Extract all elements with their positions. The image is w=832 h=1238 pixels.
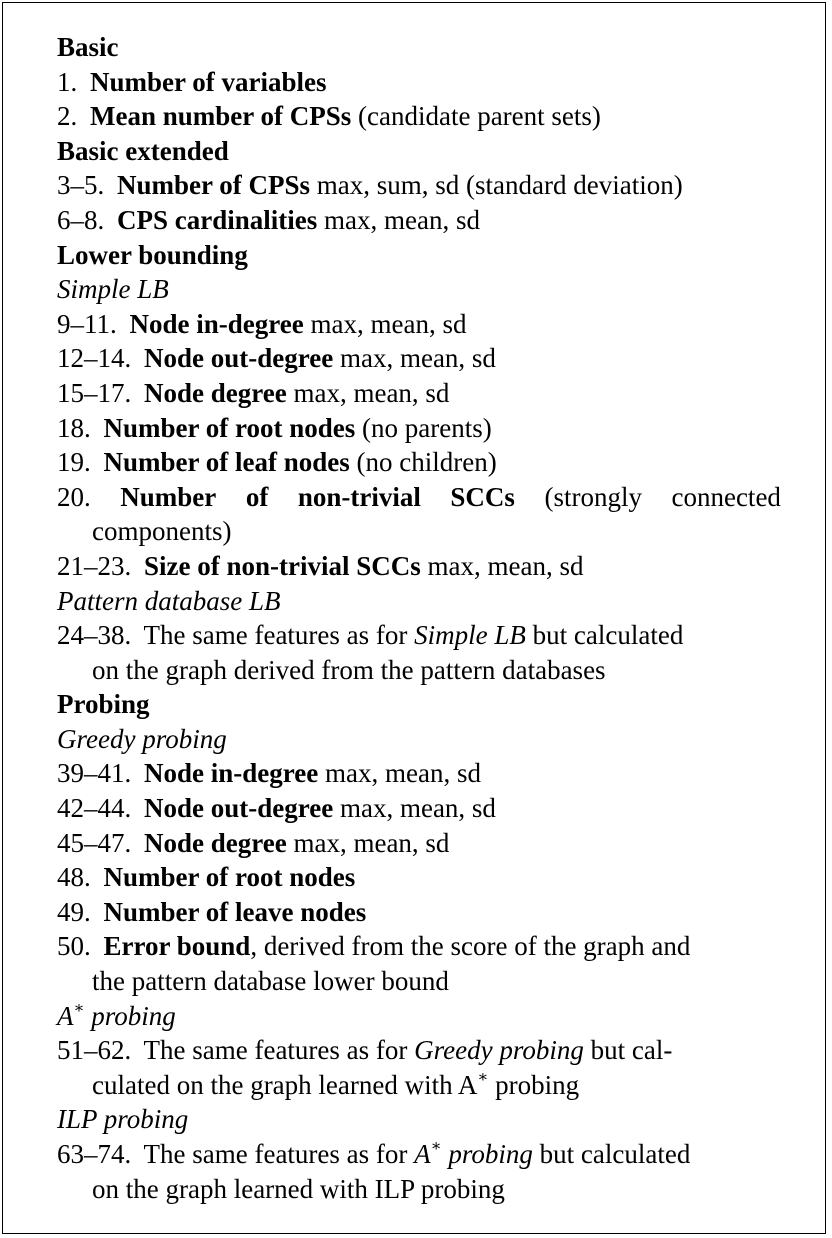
superscript-star: ∗ (430, 1136, 442, 1155)
feature-number: 2. (57, 101, 78, 132)
feature-item (57, 1033, 781, 1068)
feature-desc: max, mean, sd (318, 758, 481, 789)
feature-name-part: Number (120, 481, 217, 512)
feature-desc: max, sum, sd (standard deviation) (310, 170, 683, 201)
feature-item (57, 480, 781, 515)
feature-name: Number of leaf nodes (103, 447, 350, 478)
feature-name: Mean number of CPSs (90, 101, 352, 132)
feature-ref (414, 1136, 533, 1169)
subsection-title-greedy-probing: Greedy probing (57, 723, 227, 754)
feature-number: 21–23. (57, 550, 132, 581)
feature-desc: max, mean, sd (333, 793, 496, 824)
feature-desc: but cal- (583, 1035, 673, 1066)
feature-desc: but calculated (525, 620, 684, 651)
feature-table-frame (2, 2, 826, 1234)
feature-name: Number of CPSs (117, 170, 311, 201)
subsection-title-simple-lb: Simple LB (57, 274, 169, 305)
feature-name: Number of leave nodes (103, 896, 367, 927)
feature-ref-main: A (414, 1139, 431, 1169)
feature-name: Number of root nodes (103, 412, 356, 443)
feature-item (57, 341, 781, 376)
feature-desc: max, mean, sd (303, 308, 467, 339)
feature-desc: , derived from the score of the graph and (250, 931, 691, 962)
feature-number: 45–47. (57, 827, 132, 858)
feature-number: 12–14. (57, 343, 132, 374)
feature-desc: max, mean, sd (286, 377, 450, 408)
feature-name: Number of root nodes (103, 862, 356, 893)
feature-ref-rest: probing (441, 1139, 533, 1169)
feature-item-continuation: on the graph derived from the pattern databases (92, 654, 606, 685)
feature-name: Number of variables (90, 66, 327, 97)
feature-number: 1. (57, 66, 78, 97)
feature-ref: Greedy probing (414, 1035, 584, 1066)
feature-desc: The same features as for (143, 1139, 415, 1169)
feature-item-continuation: components) (92, 516, 232, 547)
feature-number: 3–5. (57, 170, 105, 201)
feature-item (57, 411, 781, 446)
feature-name: Node out-degree (144, 793, 334, 824)
feature-name: Node in-degree (144, 758, 319, 789)
feature-number: 20. (57, 481, 91, 512)
feature-name: CPS cardinalities (117, 204, 318, 235)
feature-item (57, 99, 781, 134)
feature-number: 49. (57, 896, 91, 927)
feature-desc: max, mean, sd (420, 550, 584, 581)
subsection-title-rest: probing (84, 1000, 176, 1031)
feature-desc: probing (488, 1069, 580, 1100)
feature-item (57, 445, 781, 480)
section-heading-lower-bounding: Lower bounding (57, 239, 248, 270)
feature-desc: (no children) (349, 447, 497, 478)
feature-item-continuation: the pattern database lower bound (92, 966, 449, 997)
feature-name: Node in-degree (129, 308, 304, 339)
feature-item (57, 791, 781, 826)
feature-number: 51–62. (57, 1035, 132, 1066)
feature-ref: Simple LB (414, 620, 526, 651)
feature-item-continuation (57, 1068, 781, 1103)
feature-number: 50. (57, 931, 91, 962)
feature-number: 18. (57, 412, 91, 443)
feature-number: 19. (57, 447, 91, 478)
feature-number: 6–8. (57, 204, 105, 235)
feature-item (57, 826, 781, 861)
feature-name: Node degree (144, 827, 287, 858)
subsection-title-main: A (57, 1000, 74, 1031)
feature-desc-part: connected (671, 481, 781, 512)
feature-desc: max, mean, sd (317, 204, 480, 235)
feature-name: Node out-degree (144, 343, 334, 374)
feature-name: Size of non-trivial SCCs (144, 550, 421, 581)
feature-item (57, 376, 781, 411)
feature-desc: max, mean, sd (333, 343, 496, 374)
feature-desc: (candidate parent sets) (351, 101, 601, 132)
feature-desc: culated on the graph learned with A (92, 1069, 478, 1100)
feature-number: 9–11. (57, 308, 117, 339)
feature-number: 48. (57, 862, 91, 893)
feature-number: 24–38. (57, 620, 132, 651)
section-heading-basic-extended: Basic extended (57, 135, 229, 166)
feature-item (57, 65, 781, 100)
feature-item (57, 895, 781, 930)
subsection-title-pattern-db-lb: Pattern database LB (57, 585, 281, 616)
subsection-title-ilp-probing: ILP probing (57, 1104, 189, 1135)
feature-item (57, 203, 781, 238)
feature-desc: (no parents) (355, 412, 492, 443)
feature-name: Error bound (103, 931, 251, 962)
section-heading-probing: Probing (57, 689, 150, 720)
feature-desc: but calculated (532, 1139, 691, 1169)
feature-name-part: SCCs (450, 481, 515, 512)
feature-item (57, 860, 781, 895)
feature-item (57, 307, 781, 342)
feature-desc: max, mean, sd (286, 827, 450, 858)
feature-name: Node degree (144, 377, 287, 408)
feature-desc: The same features as for (143, 1035, 415, 1066)
feature-list (57, 30, 781, 1206)
feature-name-part: non-trivial (297, 481, 421, 512)
superscript-star: ∗ (477, 1067, 489, 1086)
feature-item (57, 929, 781, 964)
feature-desc: The same features as for (143, 620, 415, 651)
feature-number: 15–17. (57, 377, 132, 408)
feature-name-part: of (245, 481, 269, 512)
feature-desc-part: (strongly (544, 481, 642, 512)
feature-number: 39–41. (57, 758, 132, 789)
feature-item-continuation: on the graph learned with ILP probing (92, 1173, 505, 1204)
subsection-title-astar-probing (57, 999, 781, 1034)
superscript-star: ∗ (73, 998, 85, 1017)
feature-item (57, 1137, 781, 1172)
feature-item (57, 168, 781, 203)
feature-number: 63–74. (57, 1139, 132, 1169)
feature-number: 42–44. (57, 793, 132, 824)
feature-item (57, 756, 781, 791)
feature-item (57, 618, 781, 653)
feature-item (57, 549, 781, 584)
section-heading-basic: Basic (57, 32, 119, 62)
